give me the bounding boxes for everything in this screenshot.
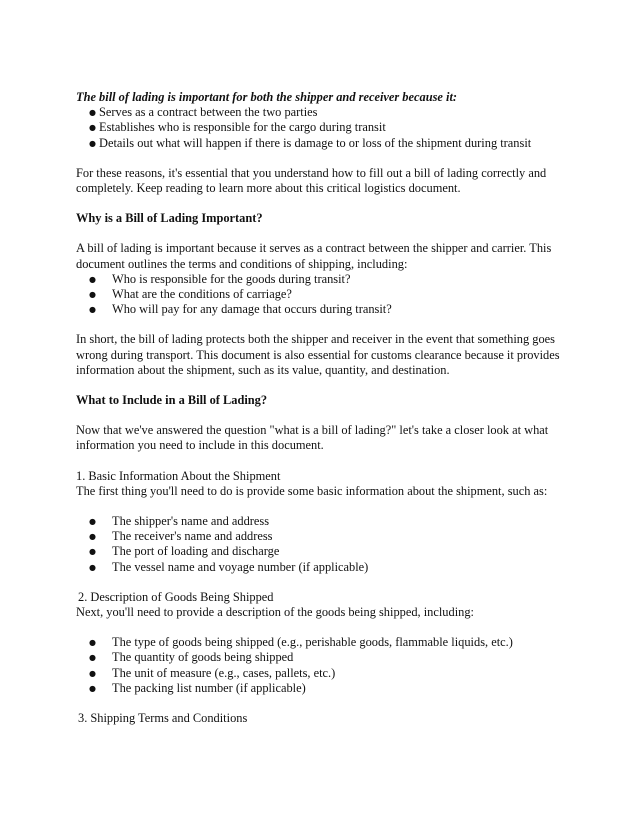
list-item: ● Who will pay for any damage that occurs during transit? bbox=[89, 302, 392, 317]
why-heading: Why is a Bill of Lading Important? bbox=[76, 211, 263, 226]
list-item: ● The packing list number (if applicable) bbox=[89, 680, 306, 695]
bullet-icon: ● bbox=[89, 517, 96, 527]
section2-list bbox=[76, 635, 578, 696]
list-item: ● The unit of measure (e.g., cases, pallets, etc.) bbox=[89, 665, 336, 680]
bullet-icon: ● bbox=[89, 305, 96, 315]
why-closing-paragraph: In short, the bill of lading protects both the shipper and receiver in the event that something goes wrong during transport. This document is also essential for customs clearance because it provides information about the shipment, such as its value, quantity, and destination. bbox=[76, 332, 560, 377]
bullet-icon: ● bbox=[89, 274, 96, 284]
bullet-icon: ● bbox=[89, 638, 96, 648]
bullet-icon: ● bbox=[89, 532, 96, 542]
list-item: ● The shipper's name and address bbox=[89, 514, 270, 529]
section2-lead: Next, you'll need to provide a description of the goods being shipped, including: bbox=[76, 605, 474, 620]
bullet-icon: ● bbox=[89, 683, 96, 693]
bullet-icon: ● bbox=[89, 547, 96, 557]
list-item: ● What are the conditions of carriage? bbox=[89, 287, 292, 302]
bullet-icon: ● bbox=[89, 290, 96, 300]
list-item: ● The port of loading and discharge bbox=[89, 544, 280, 559]
bullet-icon: ● bbox=[89, 138, 96, 148]
intro-list bbox=[76, 105, 578, 151]
list-item: ● Establishes who is responsible for the cargo during transit bbox=[89, 120, 386, 135]
bullet-icon: ● bbox=[89, 123, 96, 133]
list-item: ● Who is responsible for the goods during transit? bbox=[89, 271, 351, 286]
list-item: ● Details out what will happen if there is damage to or loss of the shipment during transit bbox=[89, 135, 532, 150]
section1-title: 1. Basic Information About the Shipment bbox=[76, 468, 281, 483]
list-item: ● The receiver's name and address bbox=[89, 529, 273, 544]
intro-closing-paragraph: For these reasons, it's essential that you understand how to fill out a bill of lading correctly and completely. Keep reading to learn more about this critical logistics document. bbox=[76, 165, 547, 196]
section3-title: 3. Shipping Terms and Conditions bbox=[78, 711, 248, 726]
section1-lead: The first thing you'll need to do is provide some basic information about the shipment, such as: bbox=[76, 483, 548, 498]
bullet-icon: ● bbox=[89, 562, 96, 572]
bullet-icon: ● bbox=[89, 108, 96, 118]
list-item: ● The quantity of goods being shipped bbox=[89, 650, 294, 665]
bullet-icon: ● bbox=[89, 653, 96, 663]
bullet-icon: ● bbox=[89, 668, 96, 678]
what-heading: What to Include in a Bill of Lading? bbox=[76, 393, 268, 408]
list-item: ● The type of goods being shipped (e.g., perishable goods, flammable liquids, etc.) bbox=[89, 635, 513, 650]
list-item: ● The vessel name and voyage number (if applicable) bbox=[89, 559, 369, 574]
intro-heading: The bill of lading is important for both the shipper and receiver because it: bbox=[76, 90, 458, 104]
what-paragraph: Now that we've answered the question "what is a bill of lading?" let's take a closer look at what information you need to include in this document. bbox=[76, 423, 549, 453]
why-list bbox=[76, 272, 578, 318]
list-item: ● Serves as a contract between the two parties bbox=[89, 105, 318, 120]
section2-title: 2. Description of Goods Being Shipped bbox=[78, 589, 274, 604]
why-paragraph: A bill of lading is important because it serves as a contract between the shipper and carrier. This document outlines the terms and conditions of shipping, including: bbox=[76, 241, 552, 271]
section1-list bbox=[76, 514, 578, 575]
